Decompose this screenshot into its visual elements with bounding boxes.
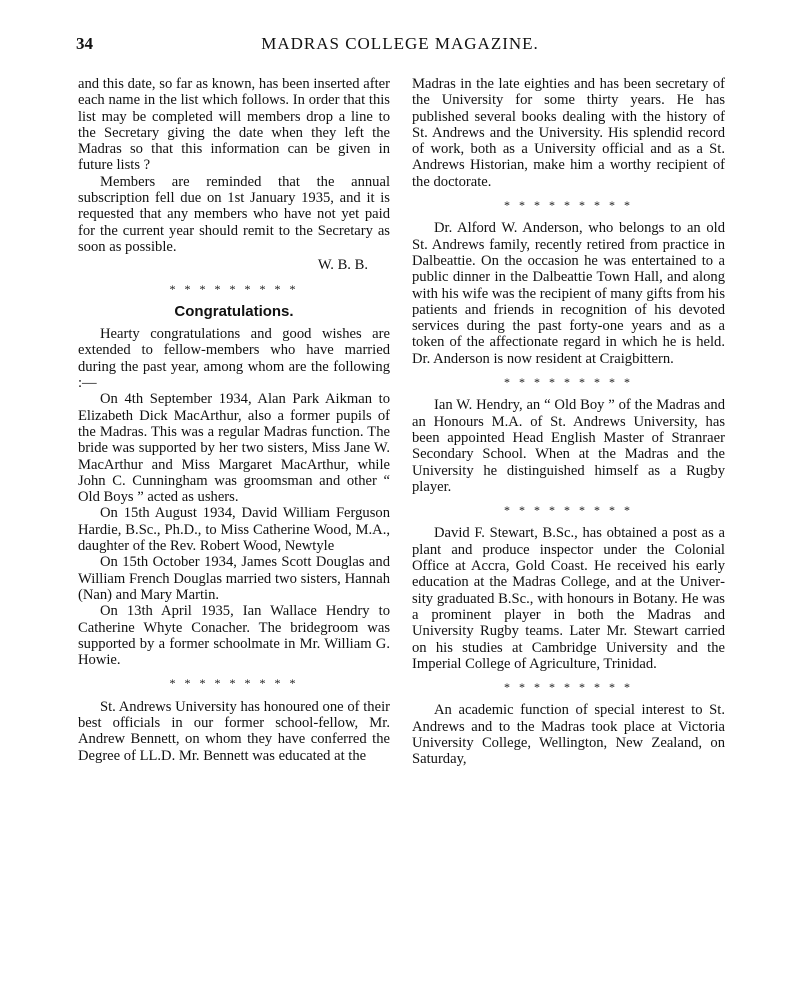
signature-initials: W. B. B. xyxy=(317,257,368,274)
section-divider: * * * * * * * * * xyxy=(169,676,299,691)
section-heading-congratulations: Congratulations. xyxy=(174,302,294,320)
paragraph-marriage-douglas: On 15th October 1934, James Scott Douglas and William French Douglas married two sisters, Hannah (Nan) and Mary Martin. xyxy=(78,554,390,603)
paragraph-list-request: and this date, so far as known, has been inserted after each name in the list which follows. In order that this list may be completed will members drop a line to the Secretary giving the date when they left the Madras so that this information can be given in future lists ? xyxy=(78,76,390,174)
section-divider: * * * * * * * * * xyxy=(504,680,633,695)
paragraph-congratulations-intro: Hearty congratulations and good wishes are extended to fellow-members who have married during the past year, among whom are the following :— xyxy=(78,326,390,392)
paragraph-marriage-hardie: On 15th August 1934, David William Ferguson Hardie, B.Sc., Ph.D., to Miss Catherine Wood, M.A., daughter of the Rev. Robert Wood, Newtyle xyxy=(78,505,390,555)
right-column xyxy=(412,76,725,768)
paragraph-bennett-honour: St. Andrews University has honoured one of their best officials in our former school-fellow, Mr. Andrew Bennett, on whom they have conferred the Degree of LL.D. Mr. Bennett was educated at the xyxy=(78,698,390,764)
left-column xyxy=(78,76,390,764)
paragraph-marriage-aikman: On 4th September 1934, Alan Park Aikman to Elizabeth Dick MacArthur, also a former pupils of the Madras. This was a regular Madras function. The bride was supported by her two sisters, Miss Jane W. MacArthur and Miss Margaret MacArthur, while John C. Cunningham was groomsman and other “ Old Boys ” acted as ushers. xyxy=(78,391,390,506)
paragraph-subscription-reminder: Members are reminded that the annual subscription fell due on 1st January 1935, and it is requested that any members who have not yet paid for the current year should remit to the Secretary as soon as possible. xyxy=(78,173,390,255)
section-divider: * * * * * * * * * xyxy=(504,503,633,518)
page-header xyxy=(0,34,800,58)
paragraph-hendry-appointment: Ian W. Hendry, an “ Old Boy ” of the Madras and an Honours M.A. of St. Andrews University, has been appointed Head English Master of Stranraer Secondary School. When at the Madras and the University he distinguished himself as a Rugby player. xyxy=(412,397,725,495)
paragraph-stewart: David F. Stewart, B.Sc., has obtained a post as a plant and produce inspector under the Colonial Office at Accra, Gold Coast. He received his early education at the Madras College, and at the University graduated B.Sc., with honours in Botany. He was a prominent player in both the Madras and University Rugby teams. Later Mr. Stewart carried on his studies at Cambridge University and the Imperial College of Agriculture, Trinidad. xyxy=(412,525,725,672)
paragraph-marriage-hendry: On 13th April 1935, Ian Wallace Hendry to Catherine Whyte Conacher. The bridegroom was supported by a former schoolmate in Mr. William G. Howie. xyxy=(78,603,390,669)
paragraph-academic-function: An academic function of special interest to St. Andrews and to the Madras took place at Victoria University College, Wellington, New Zealand, on Saturday, xyxy=(412,702,725,768)
section-divider: * * * * * * * * * xyxy=(169,281,299,296)
section-divider: * * * * * * * * * xyxy=(504,375,633,390)
paragraph-bennett-continued: Madras in the late eighties and has been secretary of the University for some thirty years. He has published several books dealing with the history of St. Andrews and the University. His splendid record of work, both as a University official and as a St. Andrews Historian, make him a worthy recipient of the doctorate. xyxy=(412,76,725,190)
section-divider: * * * * * * * * * xyxy=(504,198,633,213)
paragraph-anderson: Dr. Alford W. Anderson, who belongs to an old St. Andrews family, recently retired from practice in Dalbeattie. On the occasion he was entertained to a public dinner in the Dalbeattie Town Hall, and along with his wife was the recipient of many gifts from his patients and friends in recognition of his devoted services during the past forty-one years and as a token of the affectionate regard in which he is held. Dr. Anderson is now resident at Craigbittern. xyxy=(412,220,725,367)
page-number: 34 xyxy=(76,34,93,53)
running-title: MADRAS COLLEGE MAGAZINE. xyxy=(261,34,539,53)
